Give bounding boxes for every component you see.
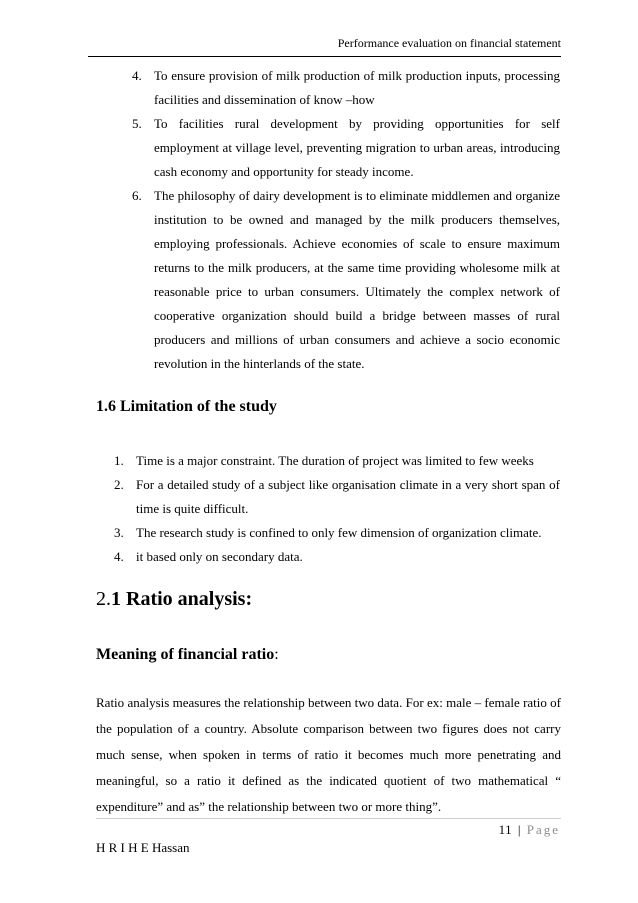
- page-label: Page: [526, 822, 560, 837]
- page-number-value: 11: [498, 822, 513, 837]
- limitation-heading: 1.6 Limitation of the study: [96, 398, 277, 415]
- list-item-number: 1.: [114, 453, 124, 468]
- list-item-number: 4.: [114, 549, 124, 564]
- heading-text: 1 Ratio analysis:: [111, 588, 253, 610]
- list-item-number: 2.: [114, 477, 124, 492]
- list-item-number: 5.: [132, 116, 142, 131]
- subheading-text: Meaning of financial ratio: [96, 646, 275, 663]
- list-item-text: To facilities rural development by providing opportunities for self employment at village level, preventing migration to urban areas, introducing cash economy and opportunity for steady income.: [154, 116, 560, 179]
- list-item: [114, 545, 560, 569]
- heading-prefix: 2.: [96, 588, 111, 610]
- list-item: [114, 449, 560, 473]
- meaning-subheading: [96, 646, 279, 664]
- list-item-text: To ensure provision of milk production of milk production inputs, processing facilities and dissemination of know –how: [154, 68, 560, 107]
- list-item-number: 6.: [132, 188, 142, 203]
- list-item-number: 3.: [114, 525, 124, 540]
- ratio-analysis-heading: [96, 588, 252, 611]
- list-item: [132, 64, 560, 112]
- ratio-paragraph: Ratio analysis measures the relationship between two data. For ex: male – female ratio of the population of a country. Absolute comparison between two figures does not carry much sense, when spoken in terms of ratio it becomes much more penetrating and meaningful, so a ratio it defined as the indicated quotient of two mathematical “ expenditure” and as” the relationship between two or more thing”.: [96, 695, 561, 814]
- list-item: [132, 112, 560, 184]
- list-item-text: Time is a major constraint. The duration of project was limited to few weeks: [136, 453, 534, 468]
- page-separator: |: [517, 822, 521, 837]
- objectives-list-continued: [132, 64, 560, 376]
- running-header: [88, 36, 561, 57]
- limitation-list: [114, 449, 560, 569]
- list-item-text: The research study is confined to only few dimension of organization climate.: [136, 525, 542, 540]
- list-item-text: it based only on secondary data.: [136, 549, 303, 564]
- footer-author: H R I H E Hassan: [96, 840, 190, 855]
- list-item-number: 4.: [132, 68, 142, 83]
- footer-divider: [96, 818, 561, 819]
- list-item: [114, 473, 560, 521]
- list-item-text: For a detailed study of a subject like organisation climate in a very short span of time is quite difficult.: [136, 477, 560, 516]
- subheading-colon: :: [274, 646, 279, 663]
- list-item: [114, 521, 560, 545]
- page-number: [499, 822, 560, 838]
- list-item: [132, 184, 560, 376]
- list-item-text: The philosophy of dairy development is to eliminate middlemen and organize institution to be owned and managed by the milk producers themselves, employing professionals. Achieve economies of scale to ensure maximum returns to the milk producers, at the same time providing wholesome milk at reasonable price to urban consumers. Ultimately the complex network of cooperative organization should build a bridge between masses of rural producers and millions of urban consumers and achieve a socio economic revolution in the hinterlands of the state.: [154, 188, 560, 371]
- header-title: Performance evaluation on financial statement: [337, 36, 561, 50]
